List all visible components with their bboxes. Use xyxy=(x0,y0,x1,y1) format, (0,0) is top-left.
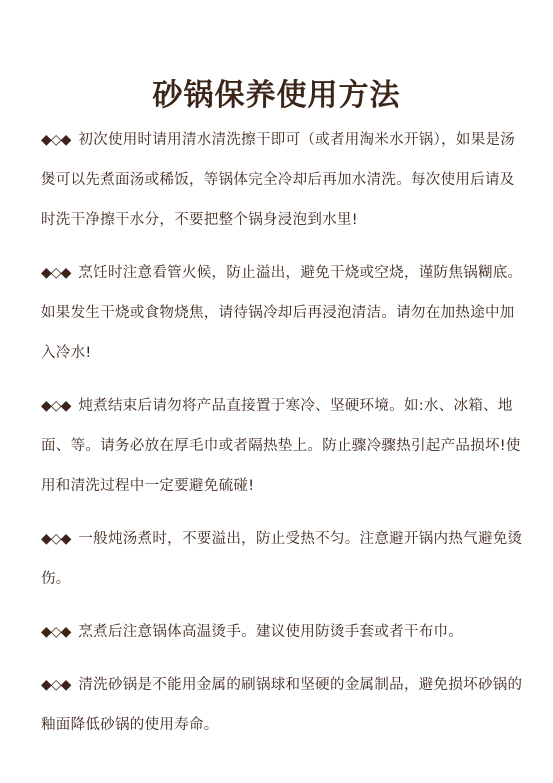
diamond-pair-icon: ◆◇◆ xyxy=(41,265,71,281)
instruction-item-3 xyxy=(41,386,526,506)
instruction-item-5 xyxy=(41,612,526,652)
instruction-text: 烹饪时注意看管火候，防止溢出，避免干烧或空烧，谨防焦锅糊底。如果发生干烧或食物烧焦，请待锅冷却后再浸泡清洁。请勿在加热途中加入冷水! xyxy=(41,265,523,361)
instruction-item-4 xyxy=(41,519,526,599)
instruction-list xyxy=(41,120,526,758)
instruction-text: 一般炖汤煮时，不要溢出，防止受热不匀。注意避开锅内热气避免烫伤。 xyxy=(41,531,523,587)
instruction-text: 初次使用时请用清水清洗擦干即可（或者用淘米水开锅），如果是汤煲可以先煮面汤或稀饭，等锅体完全冷却后再加水清洗。每次使用后请及时洗干净擦干水分，不要把整个锅身浸泡到水里! xyxy=(41,132,516,228)
diamond-pair-icon: ◆◇◆ xyxy=(41,531,71,547)
instruction-text: 清洗砂锅是不能用金属的刷锅球和坚硬的金属制品，避免损坏砂锅的釉面降低砂锅的使用寿命。 xyxy=(41,677,523,733)
instruction-item-6 xyxy=(41,665,526,745)
instruction-text: 烹煮后注意锅体高温烫手。建议使用防烫手套或者干布巾。 xyxy=(78,624,464,640)
diamond-pair-icon: ◆◇◆ xyxy=(41,398,71,414)
instruction-text: 炖煮结束后请勿将产品直接置于寒冷、坚硬环境。如:水、冰箱、地面、等。请务必放在厚毛巾或者隔热垫上。防止骤冷骤热引起产品损坏!使用和清洗过程中一定要避免硫碰! xyxy=(41,398,521,494)
instruction-item-1 xyxy=(41,120,526,240)
page-title: 砂锅保养使用方法 xyxy=(152,78,401,114)
instruction-item-2 xyxy=(41,253,526,373)
diamond-pair-icon: ◆◇◆ xyxy=(41,677,71,693)
diamond-pair-icon: ◆◇◆ xyxy=(41,624,71,640)
diamond-pair-icon: ◆◇◆ xyxy=(41,132,71,148)
